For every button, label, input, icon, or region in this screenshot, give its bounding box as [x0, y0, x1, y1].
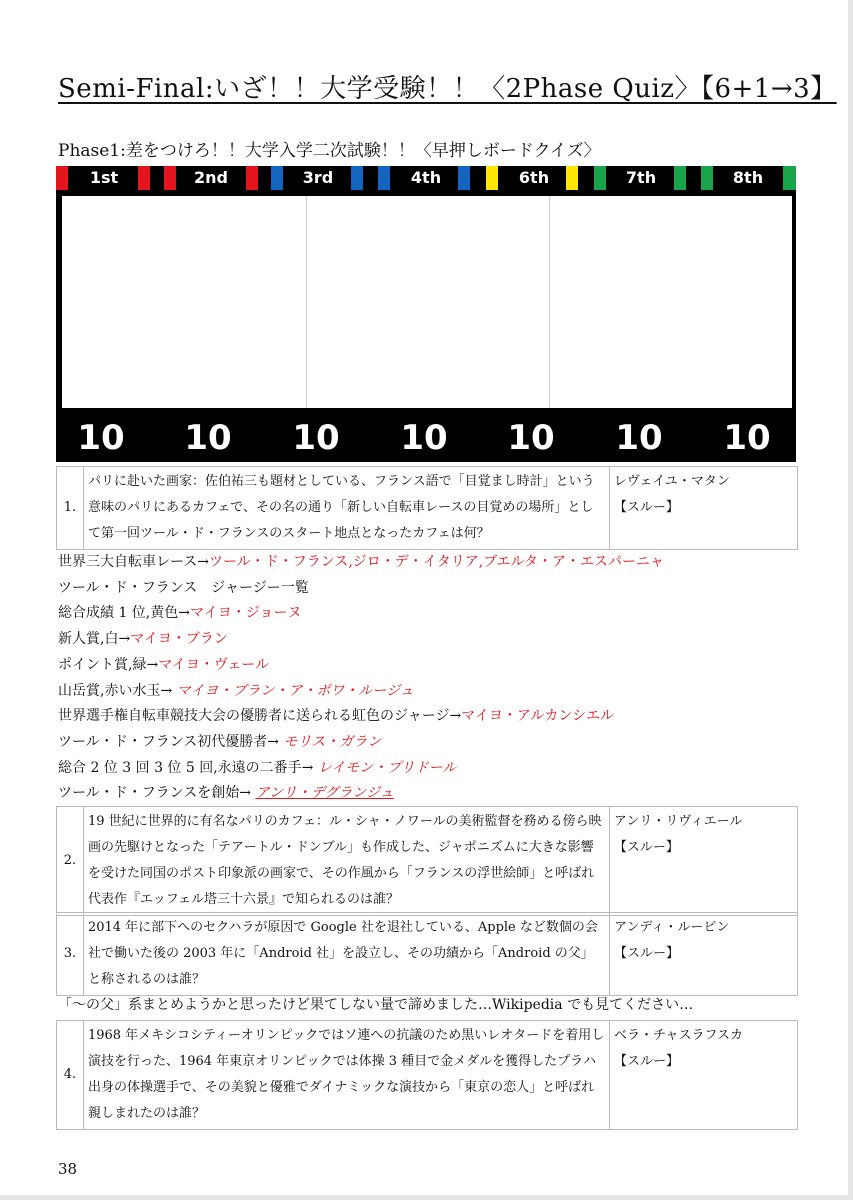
- note-line: [58, 550, 664, 576]
- question-number: 2.: [57, 807, 84, 916]
- answer-cell: [609, 913, 797, 996]
- score-1: 10: [77, 418, 125, 458]
- note-label: ツール・ド・フランスを創始→: [58, 785, 256, 802]
- note-value: レイモン・プリドール: [317, 759, 457, 776]
- rank-marker-blue: [458, 166, 470, 190]
- rank-marker-blue: [351, 166, 363, 190]
- answer-text: ベラ・チャスラフスカ: [613, 1028, 744, 1043]
- question-table-1: [56, 466, 798, 550]
- rank-marker-yellow: [486, 166, 498, 190]
- note-line: [58, 730, 664, 756]
- note-line: [58, 627, 664, 653]
- rank-label-6: 6th: [518, 168, 550, 187]
- question-table-4: [56, 1020, 798, 1130]
- note-label: ポイント賞,緑→: [58, 656, 159, 673]
- separator-note: 「～の父」系まとめようかと思ったけど果てしない量で諦めました…Wikipedia でも見てください…: [58, 997, 694, 1013]
- answer-board-area: [62, 196, 792, 408]
- note-line: [58, 576, 664, 602]
- note-value: マイヨ・アルカンシエル: [461, 708, 614, 725]
- question-text: 2014 年に部下へのセクハラが原因で Google 社を退社している、Apple など数個の会社で働いた後の 2003 年に「Android 社」を設立し、その功績から「Android の父」と称されるのは誰？: [83, 913, 609, 996]
- score-7: 10: [615, 418, 663, 458]
- rank-marker-red: [138, 166, 150, 190]
- notes-list: [58, 550, 664, 807]
- note-label: 総合 2 位 3 回 3 位 5 回,永遠の二番手→: [58, 759, 318, 776]
- note-line: [58, 653, 664, 679]
- page-title: Semi-Final:いざ！！大学受験！！〈2Phase Quiz〉【6+1→3】: [58, 74, 837, 104]
- rank-marker-yellow: [566, 166, 578, 190]
- rank-label-7: 7th: [625, 168, 657, 187]
- score-3: 10: [292, 418, 340, 458]
- note-value: ツール・ド・フランス,ジロ・デ・イタリア,ブエルタ・ア・エスパーニャ: [209, 554, 664, 570]
- rank-marker-blue: [378, 166, 390, 190]
- answer-result: 【スルー】: [613, 500, 679, 515]
- question-table-3: [56, 912, 798, 996]
- note-line: [58, 704, 664, 730]
- rank-marker-red: [246, 166, 258, 190]
- rank-label-1: 1st: [89, 168, 119, 187]
- note-label: 山岳賞,赤い水玉→: [58, 682, 177, 699]
- question-text: パリに赴いた画家：佐伯祐三も題材としている、フランス語で「目覚まし時計」という意味のパリにあるカフェで、その名の通り「新しい自転車レースの目覚めの場所」として第一回ツール・ド・フランスのスタート地点となったカフェは何？: [83, 467, 609, 550]
- board-divider: [549, 196, 550, 408]
- rank-label-8: 8th: [732, 168, 764, 187]
- note-label: 世界選手権自転車競技大会の優勝者に送られる虹色のジャージ→: [58, 708, 462, 725]
- note-line: [58, 679, 664, 705]
- score-4: 10: [400, 418, 448, 458]
- rank-marker-green: [783, 166, 796, 190]
- board-divider: [306, 196, 307, 408]
- rank-label-4: 4th: [410, 168, 442, 187]
- answer-result: 【スルー】: [613, 840, 679, 855]
- note-value: アンリ・デグランジュ: [255, 785, 394, 802]
- question-text: 1968 年メキシコシティーオリンピックではソ連への抗議のため黒いレオタードを着用し演技を行った、1964 年東京オリンピックでは体操 3 種目で金メダルを獲得したプラハ出身の体操選手で、その美貌と優雅でダイナミックな演技から「東京の恋人」と呼ばれ親しまれたのは誰？: [83, 1021, 609, 1130]
- answer-text: レヴェイユ・マタン: [613, 474, 730, 489]
- score-2: 10: [184, 418, 232, 458]
- note-line: [58, 781, 664, 807]
- note-label: ツール・ド・フランス初代優勝者→: [58, 733, 284, 750]
- page-number: 38: [58, 1160, 78, 1178]
- note-value: マイヨ・ヴェール: [158, 656, 270, 673]
- answer-text: アンディ・ルービン: [613, 920, 730, 935]
- note-line: [58, 601, 664, 627]
- phase1-title: Phase1:差をつけろ！！大学入学二次試験！！〈早押しボードクイズ〉: [58, 141, 601, 161]
- note-value: マイヨ・ジョーヌ: [190, 605, 302, 622]
- rank-marker-green: [594, 166, 606, 190]
- note-label: 世界三大自転車レース→: [58, 554, 210, 570]
- note-value: モリス・ガラン: [283, 733, 382, 750]
- rank-label-3: 3rd: [302, 168, 334, 187]
- answer-result: 【スルー】: [613, 1054, 679, 1069]
- note-line: [58, 756, 664, 782]
- answer-cell: [609, 1021, 797, 1130]
- rank-marker-green: [701, 166, 713, 190]
- table-row: [57, 1021, 798, 1130]
- rank-marker-red: [164, 166, 176, 190]
- note-label: 新人賞,白→: [58, 631, 131, 648]
- rank-marker-red: [56, 166, 68, 190]
- table-row: [57, 467, 798, 550]
- answer-cell: [609, 807, 797, 916]
- note-label: ツール・ド・フランス ジャージー一覧: [58, 579, 309, 596]
- rank-label-2: 2nd: [194, 168, 228, 187]
- table-row: [57, 913, 798, 996]
- score-board: [56, 166, 796, 462]
- question-number: 1.: [57, 467, 84, 550]
- answer-text: アンリ・リヴィエール: [613, 814, 743, 829]
- question-table-2: [56, 806, 798, 916]
- note-label: 総合成績 1 位,黄色→: [58, 605, 190, 622]
- score-8: 10: [723, 418, 771, 458]
- question-text: 19 世紀に世界的に有名なパリのカフェ：ル・シャ・ノワールの美術監督を務める傍ら映画の先駆けとなった「テアートル・ドンブル」も作成した、ジャポニズムに大きな影響を受けた同国のポスト印象派の画家で、その作風から「フランスの浮世絵師」と呼ばれ代表作『エッフェル塔三十六景』で知られるのは誰？: [83, 807, 609, 916]
- question-number: 3.: [57, 913, 84, 996]
- score-6: 10: [507, 418, 555, 458]
- rank-bar: [56, 166, 796, 190]
- rank-marker-green: [674, 166, 686, 190]
- question-number: 4.: [57, 1021, 84, 1130]
- table-row: [57, 807, 798, 916]
- answer-cell: [609, 467, 797, 550]
- note-value: マイヨ・ブラン・ア・ポワ・ルージュ: [176, 682, 414, 699]
- rank-marker-blue: [271, 166, 283, 190]
- note-value: マイヨ・ブラン: [130, 631, 228, 648]
- answer-result: 【スルー】: [613, 946, 679, 961]
